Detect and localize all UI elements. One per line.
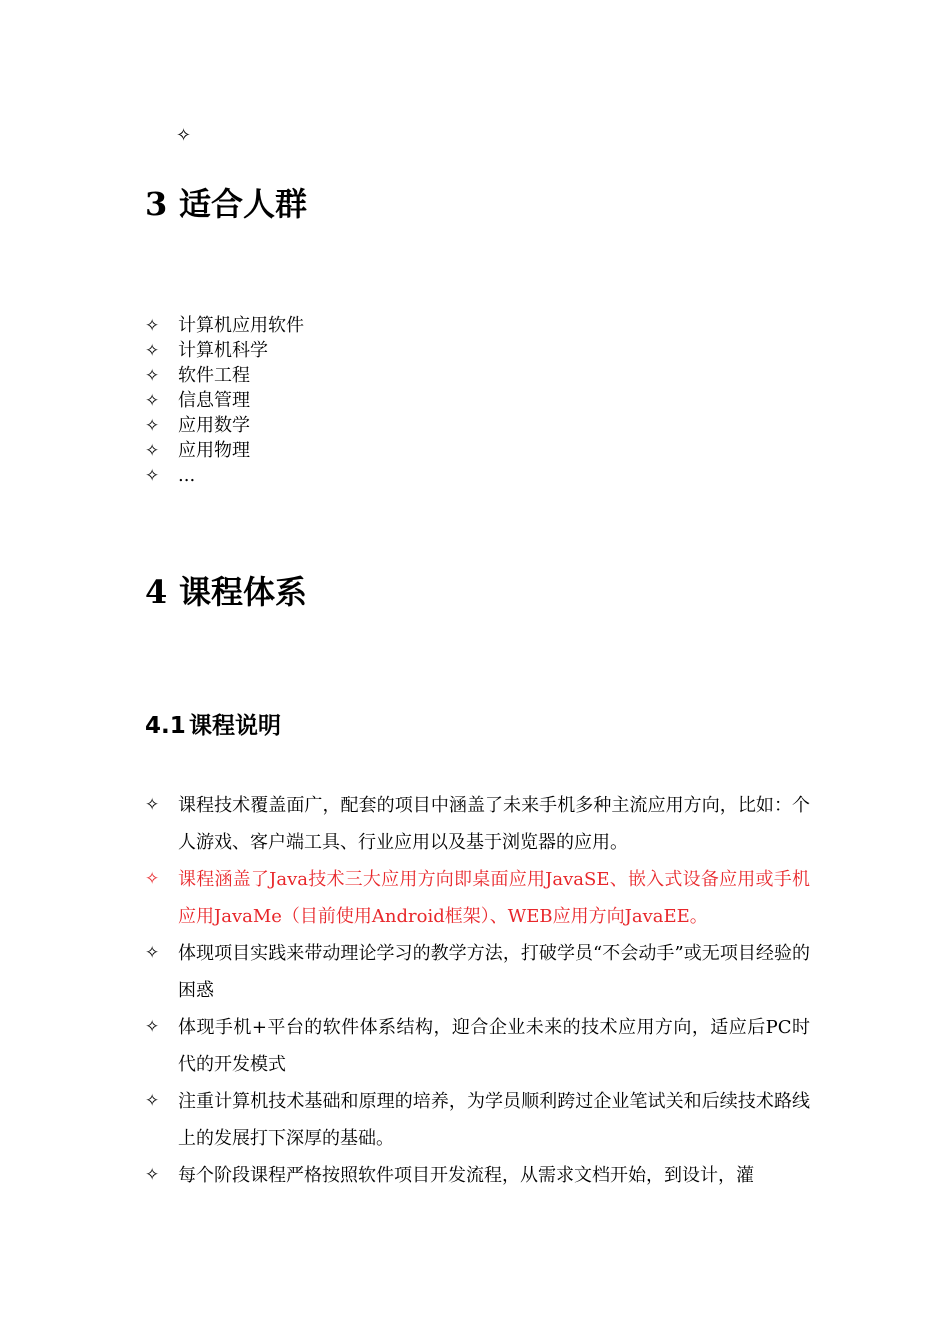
- section-4-title: 课程体系: [179, 573, 308, 611]
- section-4-1-title: 课程说明: [189, 713, 281, 739]
- list-item: ✧ 课程技术覆盖面广，配套的项目中涵盖了未来手机多种主流应用方向，比如：个人游戏、客户端工具、行业应用以及基于浏览器的应用。: [145, 787, 810, 861]
- list-item: ✧ 信息管理: [145, 388, 304, 413]
- bullet-icon: ✧: [145, 1091, 160, 1111]
- section-3-title: 适合人群: [179, 185, 308, 223]
- bullet-icon: ✧: [145, 391, 160, 411]
- list-item: ✧ 计算机科学: [145, 338, 304, 363]
- list-item: ✧ 软件工程: [145, 363, 304, 388]
- list-item: ✧ ...: [145, 463, 304, 488]
- bullet-icon: ✧: [145, 1165, 160, 1185]
- section-4-heading: [145, 572, 307, 612]
- list-item: ✧ 每个阶段课程严格按照软件项目开发流程，从需求文档开始，到设计，灌: [145, 1157, 810, 1194]
- bullet-icon: ✧: [176, 125, 192, 146]
- section-3-heading: [145, 184, 307, 224]
- list-item: ✧ 注重计算机技术基础和原理的培养，为学员顺利跨过企业笔试关和后续技术路线上的发展打下深厚的基础。: [145, 1083, 810, 1157]
- list-item: ✧ 体现手机+平台的软件体系结构，迎合企业未来的技术应用方向，适应后PC时代的开发模式: [145, 1009, 810, 1083]
- list-item-highlighted: ✧ 课程涵盖了Java技术三大应用方向即桌面应用JavaSE、嵌入式设备应用或手机应用JavaMe（目前使用Android框架）、WEB应用方向JavaEE。: [145, 861, 810, 935]
- bullet-icon: ✧: [145, 366, 160, 386]
- bullet-icon: ✧: [145, 943, 160, 963]
- list-item: ✧ 应用物理: [145, 438, 304, 463]
- list-item: ✧ 应用数学: [145, 413, 304, 438]
- audience-list: [145, 313, 304, 488]
- bullet-icon: ✧: [145, 466, 160, 486]
- bullet-icon: ✧: [145, 416, 160, 436]
- list-item: ✧ 体现项目实践来带动理论学习的教学方法，打破学员“不会动手”或无项目经验的困惑: [145, 935, 810, 1009]
- course-description-list: [145, 787, 810, 1194]
- bullet-icon: ✧: [145, 1017, 160, 1037]
- bullet-icon: ✧: [145, 795, 160, 815]
- bullet-icon: ✧: [145, 441, 160, 461]
- section-3-number: 3: [145, 185, 168, 223]
- section-4-1-number: 4.1: [145, 713, 186, 739]
- list-item: ✧ 计算机应用软件: [145, 313, 304, 338]
- bullet-icon: ✧: [145, 869, 160, 889]
- bullet-icon: ✧: [145, 341, 160, 361]
- bullet-icon: ✧: [145, 316, 160, 336]
- section-4-1-heading: [145, 711, 281, 741]
- section-4-number: 4: [145, 573, 168, 611]
